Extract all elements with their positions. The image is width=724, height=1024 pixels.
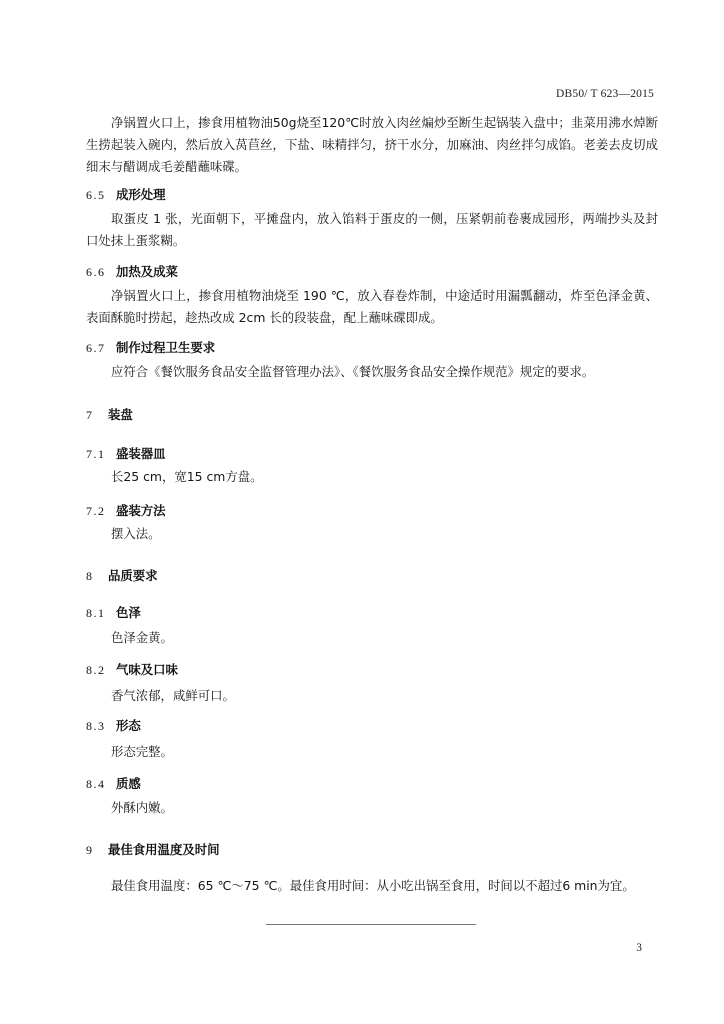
section-8-3-text: 形态完整。: [111, 744, 173, 759]
heading-title: 气味及口味: [116, 662, 178, 677]
heading-6-6: [86, 262, 178, 280]
heading-6-7: [86, 338, 215, 356]
heading-8-2: [86, 660, 178, 678]
heading-number: 7: [86, 408, 94, 422]
section-8-2-text: 香气浓郁，咸鲜可口。: [111, 688, 235, 703]
heading-title: 形态: [116, 718, 141, 733]
heading-title: 质感: [116, 776, 141, 791]
heading-8-1: [86, 603, 141, 621]
heading-number: 6.7: [86, 341, 106, 355]
heading-8-4: [86, 774, 141, 792]
heading-7-2: [86, 501, 166, 519]
heading-8-3: [86, 716, 141, 734]
heading-number: 8.4: [86, 777, 106, 791]
section-9-text: 最佳食用温度：65 ℃～75 ℃。最佳食用时间：从小吃出锅至食用，时间以不超过6 min为宜。: [111, 878, 635, 893]
section-6-5-text: 取蛋皮 1 张，光面朝下，平摊盘内，放入馅料于蛋皮的一侧，压紧朝前卷裹成园形，两端抄头及封口处抹上蛋浆糊。: [86, 211, 658, 248]
heading-title: 品质要求: [108, 568, 158, 583]
heading-title: 色泽: [116, 605, 141, 620]
heading-title: 装盘: [108, 407, 133, 422]
heading-title: 最佳食用温度及时间: [108, 842, 220, 857]
heading-number: 8: [86, 569, 94, 583]
heading-6-5: [86, 185, 166, 203]
section-6-7-text: 应符合《餐饮服务食品安全监督管理办法》、《餐饮服务食品安全操作规范》规定的要求。: [111, 364, 595, 379]
heading-number: 7.1: [86, 447, 106, 461]
end-of-document-line: [266, 924, 476, 925]
heading-number: 6.5: [86, 188, 106, 202]
heading-8: [86, 566, 158, 584]
section-8-4-text: 外酥内嫩。: [111, 800, 173, 815]
heading-number: 6.6: [86, 265, 106, 279]
section-7-1-text: 长25 cm，宽15 cm方盘。: [111, 469, 263, 484]
section-7-2-text: 摆入法。: [111, 526, 161, 541]
heading-9: [86, 840, 220, 858]
page-number: 3: [636, 942, 642, 954]
heading-number: 8.3: [86, 719, 106, 733]
heading-title: 盛装方法: [116, 503, 166, 518]
heading-title: 盛装器皿: [116, 446, 166, 461]
intro-paragraph: 净锅置火口上，掺食用植物油50g烧至120℃时放入肉丝煸炒至断生起锅装入盘中；韭菜用沸水焯断生捞起装入碗内，然后放入莴苣丝，下盐、味精拌匀，挤干水分，加麻油、肉丝拌匀成馅。老姜去皮切成细末与醋调成毛姜醋蘸味碟。: [86, 115, 658, 174]
heading-title: 成形处理: [116, 187, 166, 202]
heading-7-1: [86, 444, 166, 462]
section-8-1-text: 色泽金黄。: [111, 630, 173, 645]
heading-7: [86, 405, 133, 423]
heading-number: 7.2: [86, 504, 106, 518]
heading-number: 8.2: [86, 663, 106, 677]
heading-title: 加热及成菜: [116, 264, 178, 279]
heading-number: 8.1: [86, 606, 106, 620]
section-6-6-text: 净锅置火口上，掺食用植物油烧至 190 ℃，放入春卷炸制，中途适时用漏瓢翻动，炸至色泽金黄、表面酥脆时捞起，趁热改成 2cm 长的段装盘，配上蘸味碟即成。: [86, 288, 658, 325]
header-doc-code: DB50/ T 623—2015: [556, 88, 654, 100]
heading-title: 制作过程卫生要求: [116, 340, 216, 355]
heading-number: 9: [86, 843, 94, 857]
